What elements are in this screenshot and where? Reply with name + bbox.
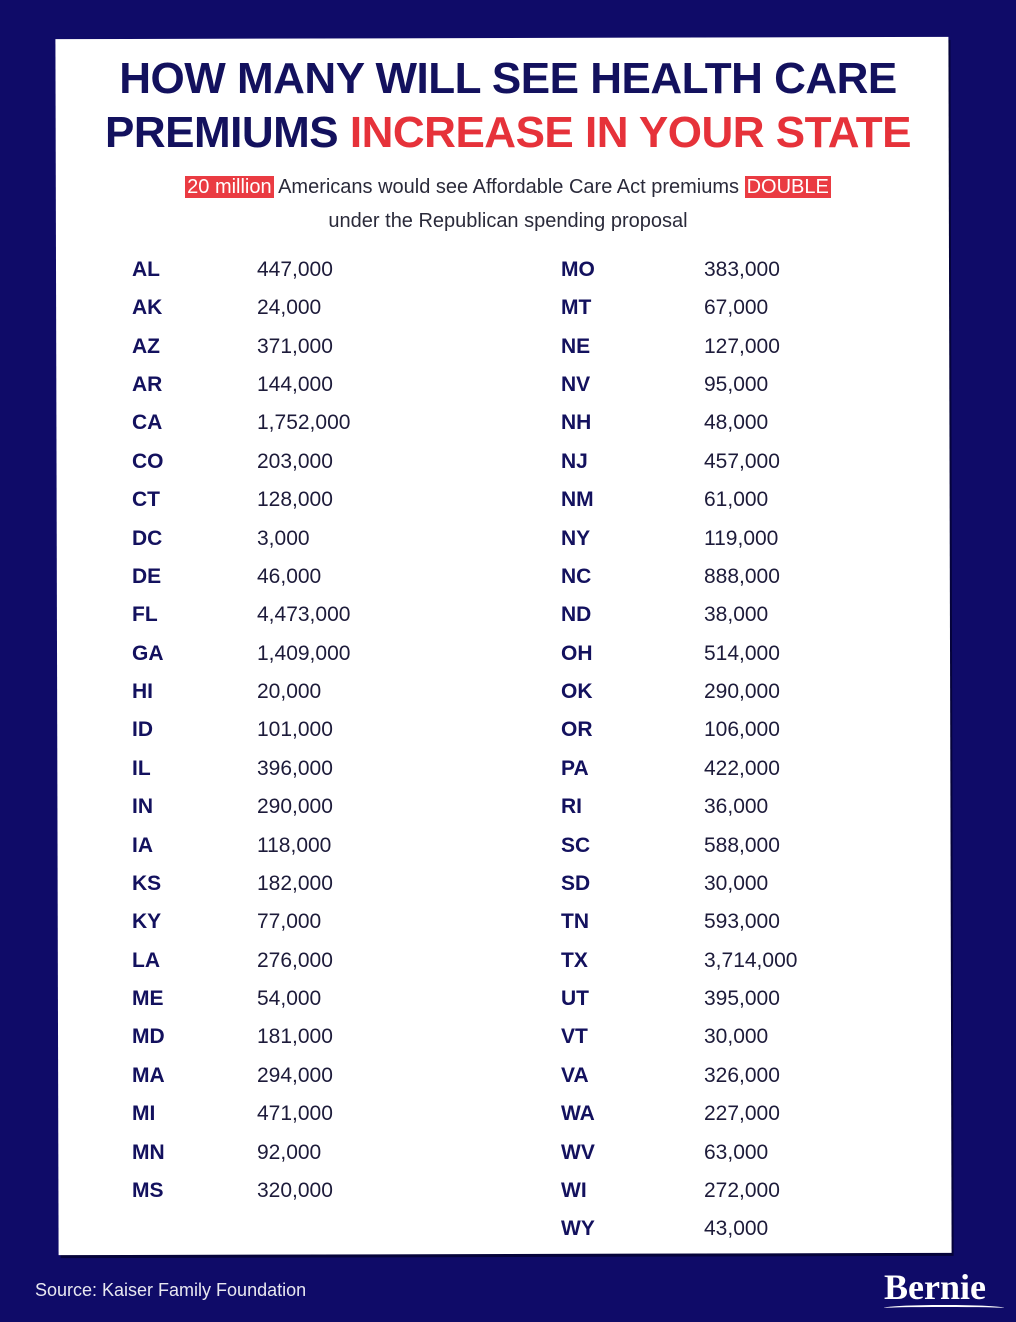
affected-count: 30,000	[704, 1025, 769, 1049]
state-code: NV	[561, 373, 591, 397]
affected-count: 371,000	[257, 334, 333, 358]
affected-count: 1,409,000	[257, 641, 351, 665]
state-code: UT	[561, 987, 589, 1011]
state-code: MN	[132, 1140, 165, 1164]
affected-count: 320,000	[257, 1178, 333, 1202]
affected-count: 471,000	[257, 1102, 333, 1126]
state-code: NY	[561, 526, 591, 550]
affected-count: 383,000	[704, 258, 780, 281]
state-code: WV	[561, 1140, 595, 1164]
title-line-2	[0, 108, 1016, 158]
state-code: CT	[132, 488, 160, 512]
state-code: CA	[132, 411, 163, 435]
state-code: CO	[132, 449, 164, 473]
affected-count: 144,000	[257, 373, 333, 397]
state-code: DE	[132, 564, 162, 588]
source-note: Source: Kaiser Family Foundation	[35, 1280, 307, 1300]
state-code: AL	[132, 258, 160, 281]
state-code: SC	[561, 833, 591, 857]
affected-count: 514,000	[704, 641, 780, 665]
affected-count: 46,000	[257, 564, 322, 588]
affected-count: 43,000	[704, 1217, 769, 1241]
affected-count: 127,000	[704, 334, 780, 358]
affected-count: 95,000	[704, 373, 769, 397]
affected-count: 290,000	[704, 680, 780, 704]
affected-count: 63,000	[704, 1140, 769, 1164]
state-code: VA	[561, 1063, 589, 1087]
affected-count: 203,000	[257, 449, 333, 473]
affected-count: 227,000	[704, 1102, 780, 1126]
affected-count: 593,000	[704, 910, 780, 934]
affected-count: 588,000	[704, 833, 780, 857]
affected-count: 447,000	[257, 258, 333, 281]
affected-count: 290,000	[257, 795, 333, 819]
state-code: FL	[132, 603, 158, 627]
state-code: AZ	[132, 334, 160, 358]
subtitle-line-1	[0, 176, 1016, 199]
affected-count: 20,000	[257, 680, 322, 704]
state-code: IL	[132, 756, 151, 780]
state-code: ND	[561, 603, 592, 627]
state-code: IN	[132, 795, 153, 819]
state-code: MI	[132, 1102, 156, 1126]
affected-count: 67,000	[704, 296, 769, 320]
state-code: HI	[132, 680, 153, 704]
state-code: ID	[132, 718, 153, 742]
title-line-1: HOW MANY WILL SEE HEALTH CARE	[119, 54, 897, 103]
state-code: WA	[561, 1102, 595, 1126]
affected-count: 396,000	[257, 756, 333, 780]
state-code: IA	[132, 833, 153, 857]
affected-count: 1,752,000	[257, 411, 351, 435]
state-code: NC	[561, 564, 592, 588]
state-code: MA	[132, 1063, 165, 1087]
affected-count: 276,000	[257, 948, 333, 972]
state-code: KY	[132, 910, 162, 934]
state-code: OR	[561, 718, 593, 742]
affected-count: 119,000	[704, 526, 779, 550]
state-code: NH	[561, 411, 592, 435]
state-code: WI	[561, 1178, 587, 1202]
state-code: OH	[561, 641, 593, 665]
affected-count: 92,000	[257, 1140, 322, 1164]
affected-count: 24,000	[257, 296, 322, 320]
state-code: ME	[132, 987, 164, 1011]
state-code: WY	[561, 1217, 595, 1241]
affected-count: 3,714,000	[704, 948, 798, 972]
affected-count: 101,000	[257, 718, 333, 742]
affected-count: 4,473,000	[257, 603, 351, 627]
state-code: DC	[132, 526, 163, 550]
affected-count: 38,000	[704, 603, 769, 627]
affected-count: 61,000	[704, 488, 769, 512]
state-code: MS	[132, 1178, 164, 1202]
state-code: SD	[561, 871, 591, 895]
state-code: AR	[132, 373, 163, 397]
affected-count: 118,000	[257, 833, 332, 857]
state-code: NM	[561, 488, 594, 512]
state-code: MD	[132, 1025, 165, 1049]
highlight-20-million: 20 million	[187, 176, 272, 198]
subtitle-line-2: under the Republican spending proposal	[328, 210, 688, 232]
affected-count: 457,000	[704, 449, 780, 473]
affected-count: 106,000	[704, 718, 780, 742]
state-code: LA	[132, 948, 160, 972]
title-dark: PREMIUMS	[105, 108, 350, 157]
state-code: TX	[561, 948, 588, 972]
title-red: INCREASE IN YOUR STATE	[349, 108, 911, 157]
affected-count: 48,000	[704, 411, 769, 435]
affected-count: 128,000	[257, 488, 333, 512]
affected-count: 422,000	[704, 756, 780, 780]
state-code: MT	[561, 296, 592, 320]
affected-count: 181,000	[257, 1025, 333, 1049]
affected-count: 326,000	[704, 1063, 780, 1087]
state-code: MO	[561, 258, 595, 281]
affected-count: 888,000	[704, 564, 780, 588]
state-code: OK	[561, 680, 593, 704]
state-code: NE	[561, 334, 591, 358]
bernie-logo: Bernie	[884, 1267, 986, 1307]
affected-count: 36,000	[704, 795, 769, 819]
affected-count: 3,000	[257, 526, 310, 550]
state-code: GA	[132, 641, 164, 665]
affected-count: 54,000	[257, 987, 322, 1011]
state-code: TN	[561, 910, 589, 934]
affected-count: 30,000	[704, 871, 769, 895]
affected-count: 395,000	[704, 987, 780, 1011]
subtitle-middle: Americans would see Affordable Care Act premiums	[273, 176, 745, 198]
state-code: RI	[561, 795, 582, 819]
affected-count: 77,000	[257, 910, 322, 934]
state-code: KS	[132, 871, 162, 895]
affected-count: 294,000	[257, 1063, 333, 1087]
state-code: AK	[132, 296, 163, 320]
affected-count: 272,000	[704, 1178, 780, 1202]
state-code: PA	[561, 756, 589, 780]
state-code: VT	[561, 1025, 588, 1049]
state-code: NJ	[561, 449, 588, 473]
logo-swoosh	[884, 1305, 1004, 1311]
affected-count: 182,000	[257, 871, 333, 895]
highlight-double: DOUBLE	[746, 176, 829, 198]
